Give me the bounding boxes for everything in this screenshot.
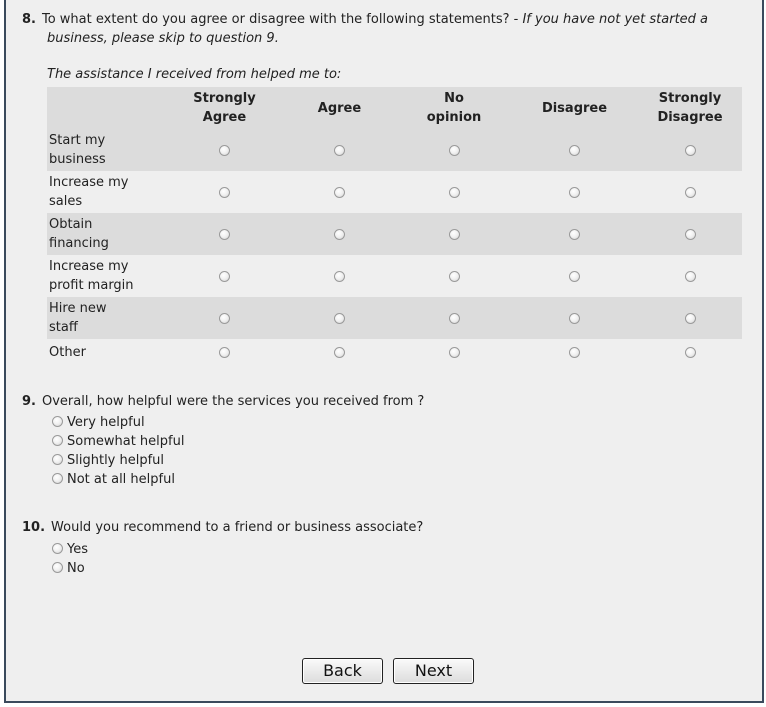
matrix-cell: [638, 171, 742, 213]
matrix-radio[interactable]: [219, 313, 230, 324]
matrix-corner: [47, 87, 167, 129]
survey-page: [4, 0, 764, 703]
question-9-radio[interactable]: [52, 416, 63, 427]
question-9-option-label: Slightly helpful: [67, 453, 165, 468]
matrix-radio[interactable]: [334, 145, 345, 156]
question-9-number: 9.: [22, 394, 36, 409]
matrix-radio[interactable]: [334, 313, 345, 324]
matrix-radio[interactable]: [219, 187, 230, 198]
next-button[interactable]: Next: [393, 658, 474, 684]
matrix-radio[interactable]: [219, 347, 230, 358]
matrix-cell: [511, 339, 638, 365]
column-header: Strongly Agree: [193, 91, 256, 125]
matrix-radio[interactable]: [685, 271, 696, 282]
matrix-radio[interactable]: [685, 187, 696, 198]
question-10-number: 10.: [22, 520, 46, 535]
matrix-cell: [511, 171, 638, 213]
question-10-radio[interactable]: [52, 562, 63, 573]
matrix-radio[interactable]: [449, 313, 460, 324]
question-9-radio[interactable]: [52, 454, 63, 465]
question-10: [22, 518, 423, 537]
question-9: [22, 392, 424, 411]
matrix-cell: [282, 255, 397, 297]
matrix-radio[interactable]: [569, 271, 580, 282]
matrix-cell: [638, 339, 742, 365]
question-10-radio[interactable]: [52, 543, 63, 554]
question-8-subtitle: The assistance I received from helped me to:: [47, 67, 342, 82]
question-8-note: If you have not yet started a business, please skip to question 9.: [47, 12, 709, 46]
matrix-cell: [167, 171, 282, 213]
matrix-cell: [511, 297, 638, 339]
question-9-option[interactable]: [52, 470, 184, 489]
matrix-cell: [511, 213, 638, 255]
matrix-row: [47, 213, 742, 255]
matrix-cell: [167, 297, 282, 339]
matrix-cell: [397, 255, 511, 297]
question-9-option[interactable]: [52, 432, 184, 451]
matrix-radio[interactable]: [569, 313, 580, 324]
column-header: Disagree: [541, 100, 608, 116]
matrix-cell: [397, 213, 511, 255]
question-9-radio[interactable]: [52, 473, 63, 484]
matrix-cell: [282, 297, 397, 339]
matrix-radio[interactable]: [569, 145, 580, 156]
question-9-option[interactable]: [52, 451, 184, 470]
matrix-radio[interactable]: [449, 229, 460, 240]
matrix-cell: [167, 129, 282, 171]
matrix-radio[interactable]: [449, 347, 460, 358]
question-8: [22, 10, 747, 48]
matrix-cell: [638, 213, 742, 255]
matrix-cell: [167, 339, 282, 365]
question-10-option-label: Yes: [67, 542, 88, 557]
matrix-cell: [638, 297, 742, 339]
matrix-radio[interactable]: [449, 145, 460, 156]
matrix-radio[interactable]: [334, 271, 345, 282]
matrix-cell: [167, 255, 282, 297]
matrix-cell: [167, 213, 282, 255]
column-header: Strongly Disagree: [657, 91, 723, 125]
matrix-cell: [638, 129, 742, 171]
matrix-cell: [397, 297, 511, 339]
matrix-radio[interactable]: [219, 271, 230, 282]
question-10-option[interactable]: [52, 559, 88, 578]
matrix-cell: [282, 171, 397, 213]
question-10-option[interactable]: [52, 540, 88, 559]
matrix-row-label: Increase my profit margin: [49, 259, 134, 293]
matrix-cell: [282, 339, 397, 365]
question-10-option-label: No: [67, 561, 85, 576]
agreement-matrix: [47, 87, 742, 365]
question-9-option-label: Not at all helpful: [67, 472, 175, 487]
matrix-row-label: Other: [49, 344, 86, 360]
matrix-cell: [282, 213, 397, 255]
matrix-row: [47, 255, 742, 297]
matrix-cell: [511, 129, 638, 171]
matrix-row: [47, 339, 742, 365]
matrix-row-label: Hire new staff: [49, 301, 107, 335]
matrix-cell: [282, 129, 397, 171]
matrix-row-label: Start my business: [49, 133, 106, 167]
matrix-row-label: Obtain financing: [49, 217, 109, 251]
matrix-row: [47, 171, 742, 213]
matrix-cell: [638, 255, 742, 297]
matrix-radio[interactable]: [685, 229, 696, 240]
matrix-radio[interactable]: [569, 187, 580, 198]
matrix-radio[interactable]: [219, 229, 230, 240]
matrix-radio[interactable]: [219, 145, 230, 156]
matrix-radio[interactable]: [685, 313, 696, 324]
matrix-radio[interactable]: [449, 187, 460, 198]
matrix-radio[interactable]: [685, 145, 696, 156]
matrix-radio[interactable]: [334, 229, 345, 240]
matrix-cell: [397, 129, 511, 171]
question-9-option-label: Somewhat helpful: [67, 434, 185, 449]
matrix-radio[interactable]: [569, 229, 580, 240]
matrix-cell: [511, 255, 638, 297]
matrix-cell: [397, 339, 511, 365]
question-9-text: Overall, how helpful were the services you received from ?: [41, 394, 425, 409]
matrix-radio[interactable]: [449, 271, 460, 282]
matrix-header-row: [47, 87, 742, 129]
column-header: Agree: [317, 100, 362, 116]
matrix-radio[interactable]: [569, 347, 580, 358]
question-9-options: [52, 413, 184, 489]
matrix-row: [47, 297, 742, 339]
matrix-radio[interactable]: [685, 347, 696, 358]
question-8-number: 8.: [22, 12, 36, 27]
matrix-radio[interactable]: [334, 187, 345, 198]
question-9-radio[interactable]: [52, 435, 63, 446]
matrix-row: [47, 129, 742, 171]
question-8-text: To what extent do you agree or disagree with the following statements? -: [41, 12, 523, 27]
matrix-row-label: Increase my sales: [49, 175, 129, 209]
matrix-radio[interactable]: [334, 347, 345, 358]
column-header: No opinion: [426, 91, 482, 125]
question-10-text: Would you recommend to a friend or business associate?: [51, 520, 424, 535]
question-10-options: [52, 540, 88, 578]
back-button[interactable]: Back: [302, 658, 383, 684]
matrix-cell: [397, 171, 511, 213]
question-9-option-label: Very helpful: [67, 415, 145, 430]
question-9-option[interactable]: [52, 413, 184, 432]
